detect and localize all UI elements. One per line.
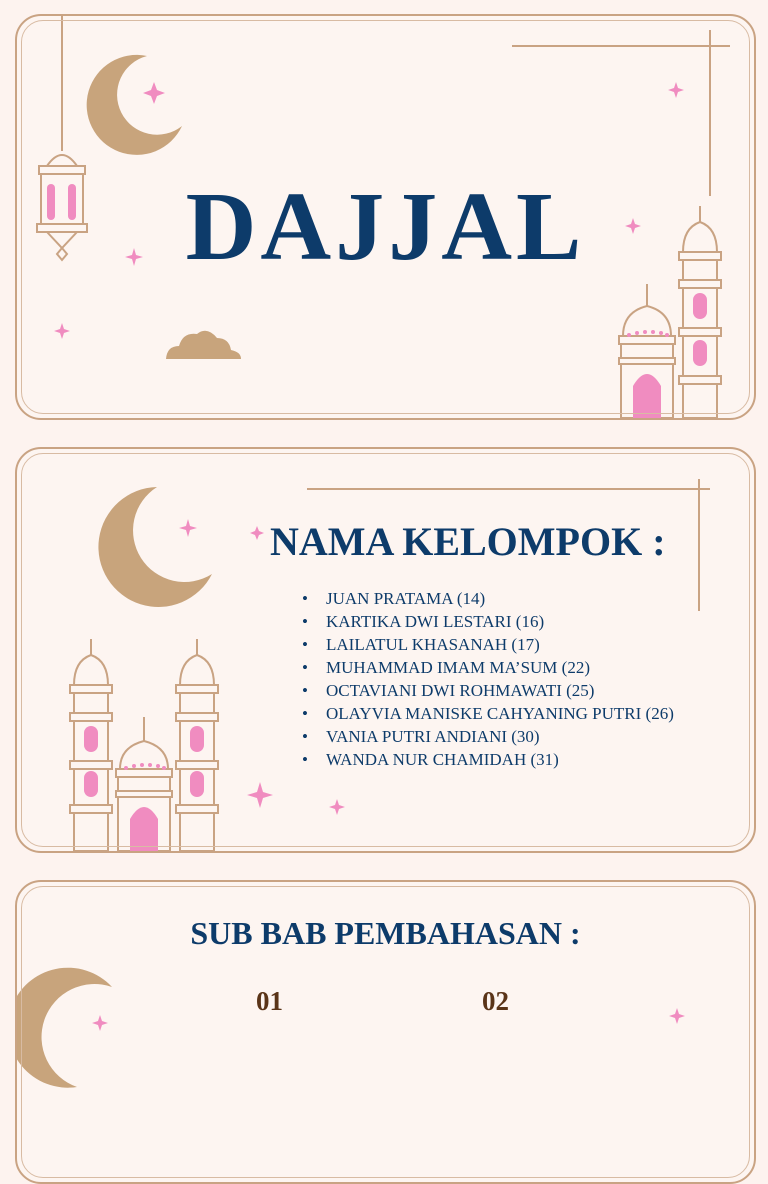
crescent-moon-icon (17, 968, 112, 1088)
page-title: DAJJAL (185, 173, 586, 281)
list-item: • OLAYVIA MANISKE CAHYANING PUTRI (26) (302, 702, 674, 725)
cloud-icon (166, 331, 241, 359)
list-item: • WANDA NUR CHAMIDAH (31) (302, 748, 674, 771)
sub-chapter-slide (15, 880, 756, 1184)
crescent-moon-icon (98, 487, 212, 607)
section-number-01: 01 (256, 986, 283, 1016)
title-slide (15, 14, 756, 420)
list-item: • MUHAMMAD IMAM MA’SUM (22) (302, 656, 674, 679)
members-slide (15, 447, 756, 853)
sub-chapter-heading: SUB BAB PEMBAHASAN : (190, 915, 581, 951)
star-icon (92, 1008, 685, 1031)
section-number-02: 02 (482, 986, 509, 1016)
corner-lines (512, 30, 730, 196)
list-item: • LAILATUL KHASANAH (17) (302, 633, 674, 656)
list-item: • JUAN PRATAMA (14) (302, 587, 674, 610)
list-item: • KARTIKA DWI LESTARI (16) (302, 610, 674, 633)
members-heading: NAMA KELOMPOK : (270, 519, 666, 564)
crescent-moon-icon (87, 55, 182, 155)
list-item: • OCTAVIANI DWI ROHMAWATI (25) (302, 679, 674, 702)
members-list (302, 587, 674, 771)
list-item: • VANIA PUTRI ANDIANI (30) (302, 725, 674, 748)
